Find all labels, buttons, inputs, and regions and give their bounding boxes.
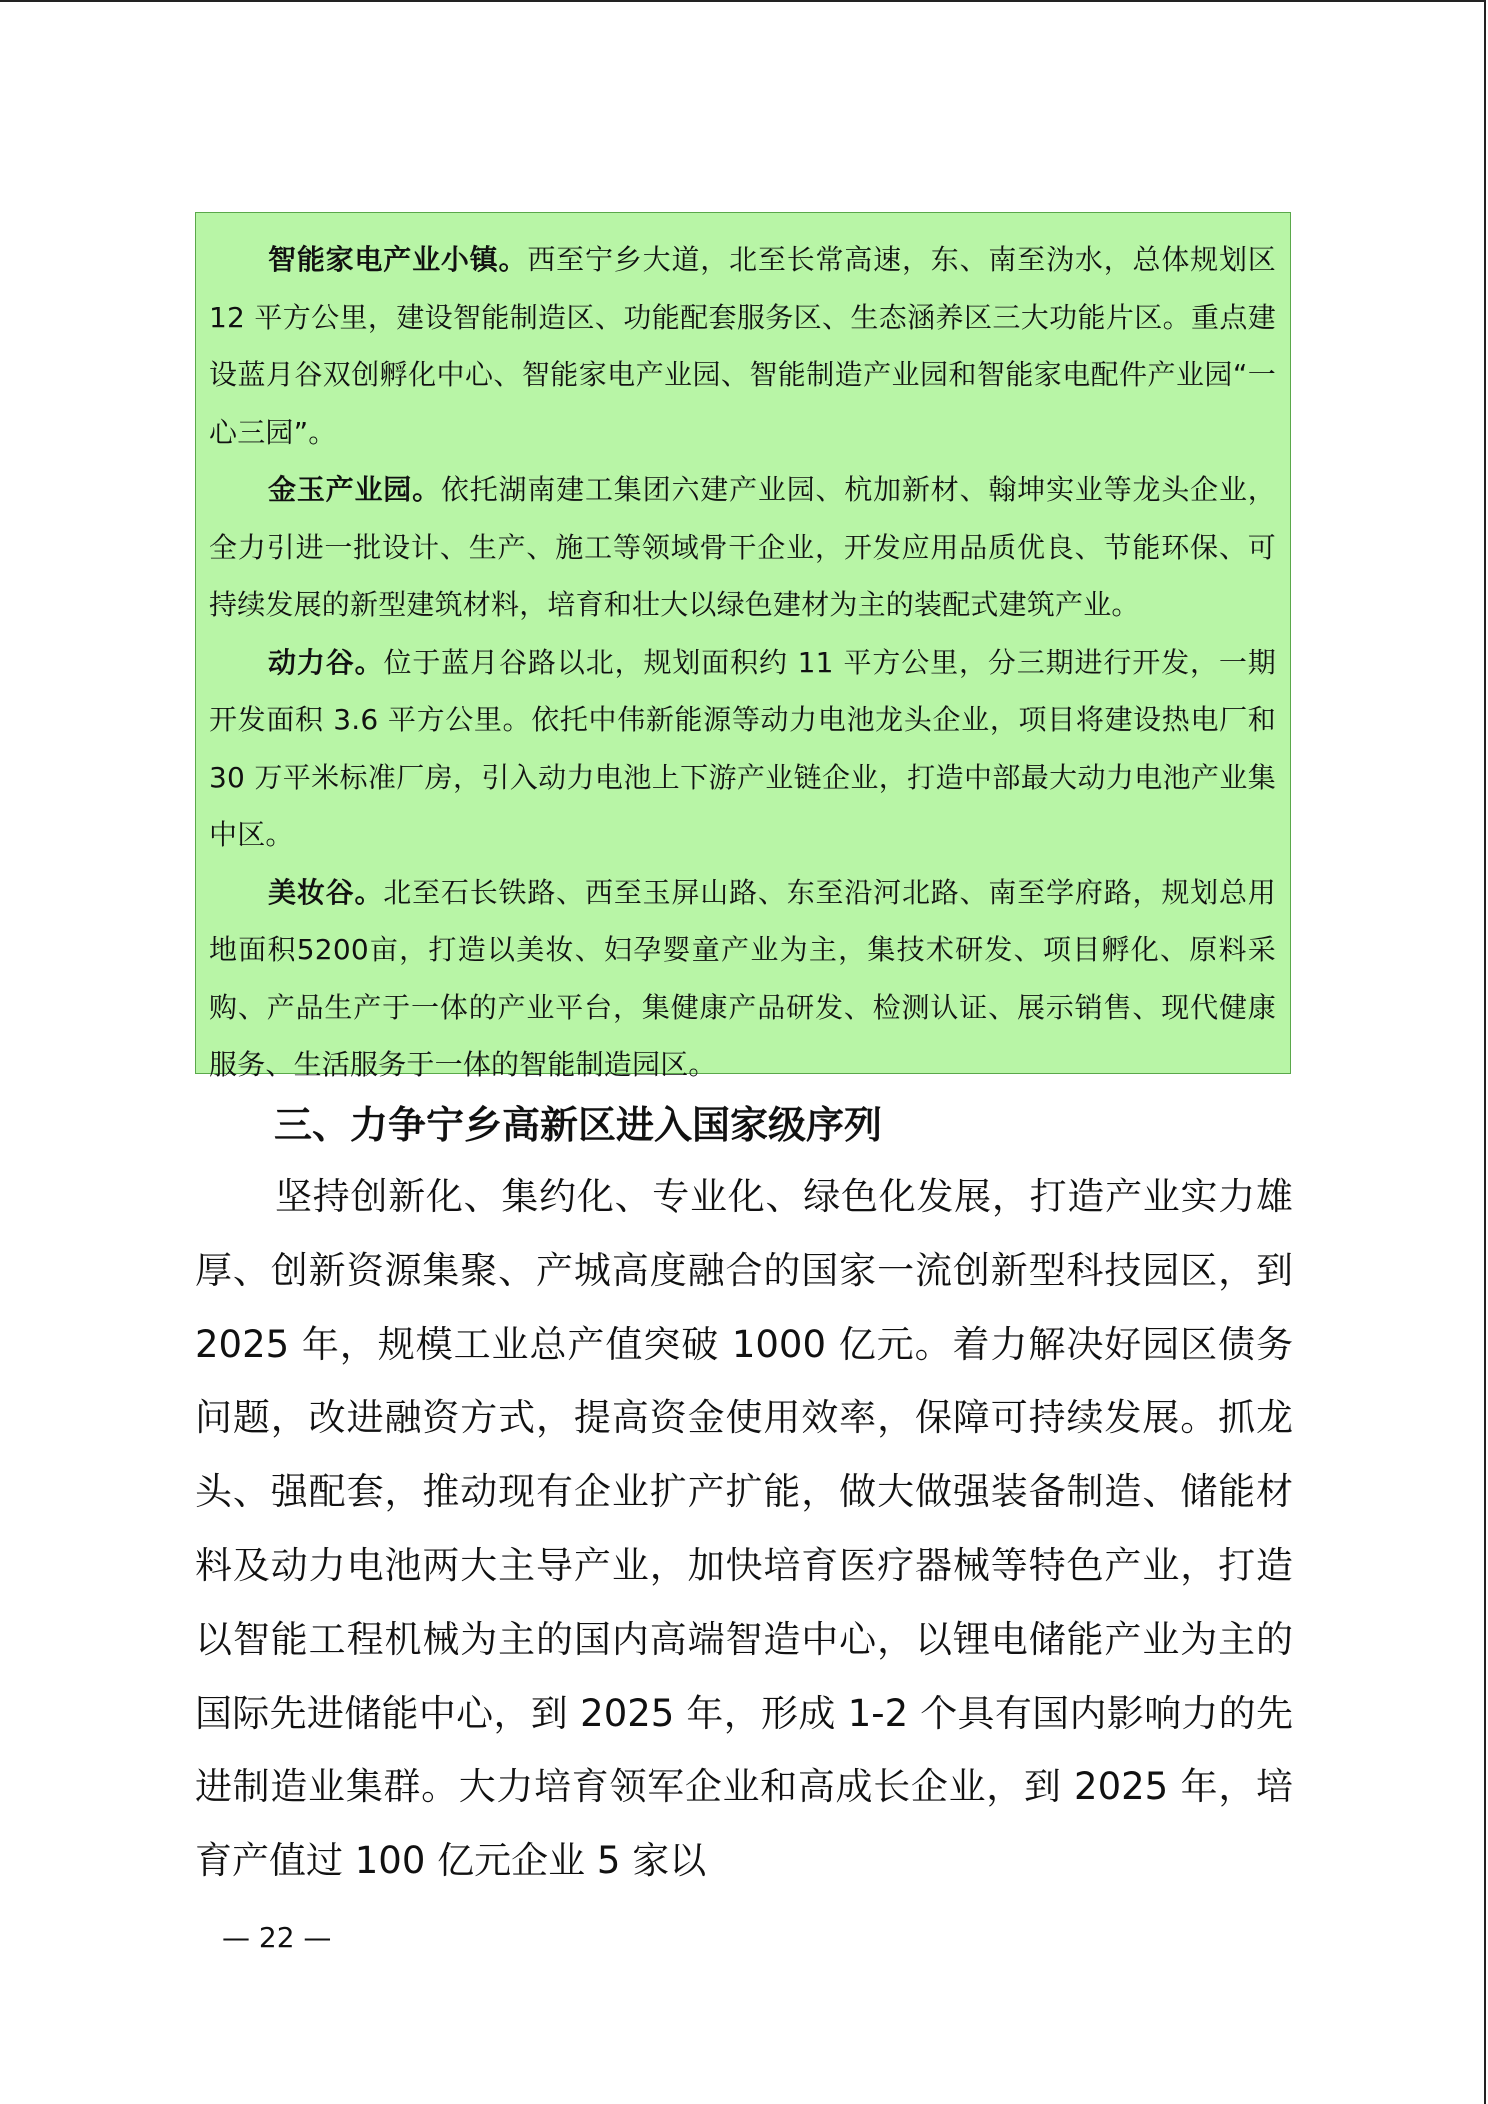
box-paragraph-text: 北至石长铁路、西至玉屏山路、东至沿河北路、南至学府路，规划总用地面积5200亩，打造以美妆、妇孕婴童产业为主，集技术研发、项目孵化、原料采购、产品生产于一体的产业平台，集健康产品研发、检测认证、展示销售、现代健康服务、生活服务于一体的智能制造园区。 (209, 875, 1276, 1081)
section-heading: 三、力争宁乡高新区进入国家级序列 (274, 1103, 883, 1147)
section-body-paragraph: 坚持创新化、集约化、专业化、绿色化发展，打造产业实力雄厚、创新资源集聚、产城高度融合的国家一流创新型科技园区，到 2025 年，规模工业总产值突破 1000 亿元。着力解决好园区债务问题，改进融资方式，提高资金使用效率，保障可持续发展。抓龙头、强配套，推动现有企业扩产扩能，做大做强装备制造、储能材料及动力电池两大主导产业，加快培育医疗器械等特色产业，打造以智能工程机械为主的国内高端智造中心，以锂电储能产业为主的国际先进储能中心，到 2025 年，形成 1-2 个具有国内影响力的先进制造业集群。大力培育领军企业和高成长企业，到 2025 年，培育产值过 100 亿元企业 5 家以 (195, 1175, 1293, 1883)
box-paragraph-lead: 智能家电产业小镇。 (268, 243, 528, 276)
highlight-box (195, 212, 1291, 1081)
box-paragraph-text: 位于蓝月谷路以北，规划面积约 11 平方公里，分三期进行开发，一期开发面积 3.6 平方公里。依托中伟新能源等动力电池龙头企业，项目将建设热电厂和 30 万平米标准厂房，引入动力电池上下游产业链企业，打造中部最大动力电池产业集中区。 (209, 645, 1276, 851)
box-paragraph-beauty-valley (209, 864, 1276, 1094)
box-paragraph-smart-appliance-town (209, 231, 1276, 461)
box-paragraph-jinyu-industrial-park (209, 461, 1276, 634)
box-paragraph-lead: 动力谷。 (268, 645, 384, 679)
box-paragraph-lead: 金玉产业园。 (268, 473, 441, 506)
box-paragraph-lead: 美妆谷。 (268, 875, 384, 909)
box-paragraph-text: 西至宁乡大道，北至长常高速，东、南至沩水，总体规划区 12 平方公里，建设智能制造区、功能配套服务区、生态涵养区三大功能片区。重点建设蓝月谷双创孵化中心、智能家电产业园、智能制造产业园和智能家电配件产业园“一心三园”。 (209, 243, 1276, 449)
box-paragraph-text: 依托湖南建工集团六建产业园、杭加新材、翰坤实业等龙头企业，全力引进一批设计、生产、施工等领域骨干企业，开发应用品质优良、节能环保、可持续发展的新型建筑材料，培育和壮大以绿色建材为主的装配式建筑产业。 (209, 473, 1276, 621)
page-number: — 22 — (222, 1921, 332, 1954)
box-paragraph-power-valley (209, 634, 1276, 864)
